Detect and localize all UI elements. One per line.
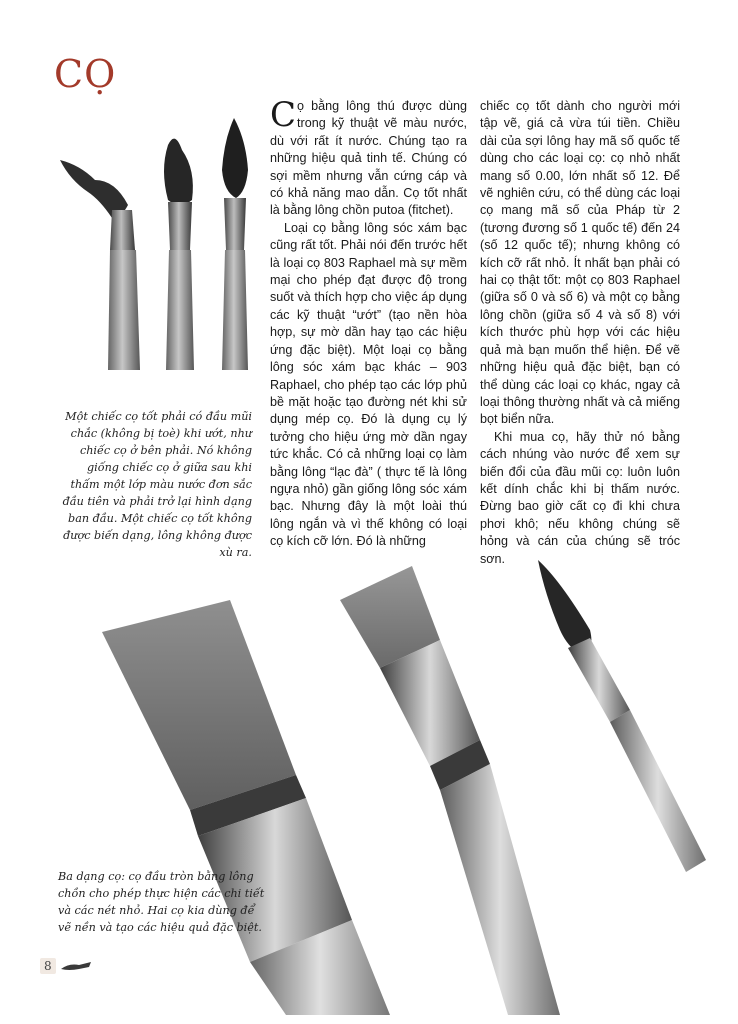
pointed-brush — [222, 118, 248, 370]
clumped-brush — [164, 139, 194, 370]
flat-brush — [340, 566, 560, 1015]
text-column-1 — [270, 95, 467, 551]
paragraph: Khi mua cọ, hãy thử nó bằng cách nhúng vào nước để xem sự biến đổi của đầu mũi cọ: luôn luôn kết dính chắc khi bị thấm nước. Đừng bao giờ cất cọ đi khi chưa phơi khô; nếu không chúng sẽ hỏng và cán của chúng sẽ tróc sơn. — [480, 429, 680, 566]
round-brush — [538, 560, 706, 872]
dropcap: C — [270, 95, 297, 135]
three-brushes-illustration — [50, 110, 260, 370]
caption-brush-tips: Một chiếc cọ tốt phải có đầu mũi chắc (không bị toè) khi ướt, như chiếc cọ ở bên phải. Nó không giống chiếc cọ ở giữa sau khi thấm một lớp màu nước đơn sắc đầu tiên và phải trở lại hình dạng ban đầu. Một chiếc cọ tốt không được biến dạng, lông không được xù ra. — [62, 410, 252, 559]
paragraph: chiếc cọ tốt dành cho người mới tập vẽ, giá cả vừa túi tiền. Chiều dài của sợi lông hay mã số quốc tế dùng cho các loại cọ: cọ nhỏ nhất mang số 0.00, lớn nhất số 12. Để vẽ nghiên cứu, có thể dùng các loại cọ mang mã số của Pháp từ 2 (tương đương số 1 quốc tế) đến 24 (số 12 quốc tế); nhưng không có kích cỡ rất nhỏ. Ít nhất bạn phải có hai cọ thật tốt: một cọ 803 Raphael (giữa số 0 và số 6) và một cọ bằng lông chồn (giữa số 4 và số 8) với kích thước phù hợp với các hiệu quả mà bạn muốn thể hiện. Để vẽ những hiệu quả đặc biệt, bạn có thể dùng các loại cọ khác, ngay cả loại thông thường nhất và cả miếng bọt biển nữa. — [480, 99, 680, 427]
brush-ornament-icon — [59, 959, 93, 973]
page-footer — [40, 955, 100, 977]
paragraph-text: ọ bằng lông thú được dùng trong kỹ thuật vẽ màu nước, dù với rất ít nước. Chúng tạo ra những hiệu quả tinh tế. Chúng có sợi mềm nhưng vẫn cứng cáp và có khả năng mao dẫn. Cọ tốt nhất là bằng lông chồn putoa (fitchet). — [270, 99, 467, 218]
paragraph — [270, 95, 467, 220]
paragraph: Loại cọ bằng lông sóc xám bạc cũng rất tốt. Phải nói đến trước hết là loại cọ 803 Raphael mà sự mềm mại cho phép đạt được độ trong suốt và thích hợp cho việc áp dụng các kỹ thuật “ướt” (tạo nền hòa hợp, sự mờ dần hay tạo các hiệu ứng đặc biệt). Một loại cọ bằng lông sóc xám bạc khác – 903 Raphael, cho phép tạo các lớp phủ bề mặt hoặc tạo đường nét khi sử dụng mép cọ. Đó là dụng cụ lý tưởng cho hiệu ứng mờ dần ngay tức khắc. Có cả những loại cọ làm bằng lông “lạc đà” ( thực tế là lông ngựa nhỏ) gần giống lông sóc xám bạc. Nhưng đây là một loài thú lông ngắn và vì thế không có loại cọ kích cỡ lớn. Đó là những — [270, 220, 467, 549]
page-number: 8 — [40, 958, 56, 974]
page-title: CỌ — [54, 52, 117, 96]
large-brushes-illustration — [90, 560, 710, 1015]
flat-wash-brush — [102, 600, 390, 1015]
splayed-brush — [60, 160, 140, 370]
caption-brush-types: Ba dạng cọ: cọ đầu tròn bằng lông chồn cho phép thực hiện các chi tiết và các nét nhỏ. Hai cọ kia dùng để vẽ nền và tạo các hiệu quả đặc biệt. — [58, 870, 265, 934]
text-column-2 — [480, 98, 680, 568]
